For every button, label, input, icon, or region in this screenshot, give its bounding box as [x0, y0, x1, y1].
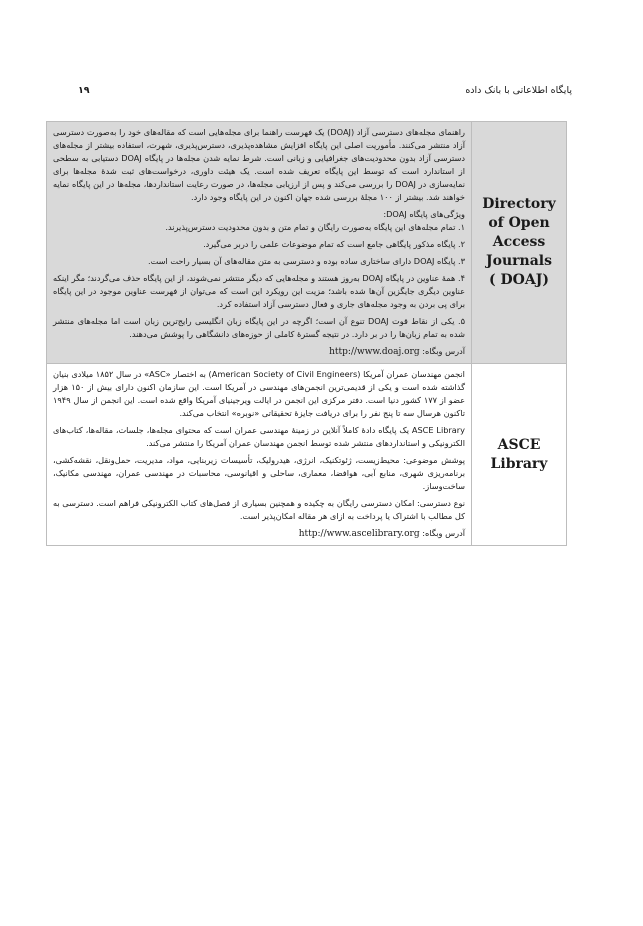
databases-table [46, 121, 567, 546]
table-row-doaj [47, 122, 567, 364]
feature-item: ۱. تمام مجله‌های این پایگاه به‌صورت رایگان و تمام متن و بدون محدودیت دسترس‌پذیرند. [165, 222, 465, 232]
name-line: Access [492, 234, 546, 250]
feature-item: ۲. پایگاه مذکور پایگاهی جامع است که تمام موضوعات علمی را دربر می‌گیرد. [203, 239, 465, 249]
body-paragraph: ASCE Library یک پایگاه دادهٔ کاملاً آنلاین در زمینهٔ مهندسی عمران است که محتوای مجله‌ها، جلسات، مقاله‌ها، کتاب‌های الکترونیکی و استانداردهای منتشر شده توسط انجمن مهندسان عمران آمریکا را منتشر می‌کند. [53, 425, 466, 448]
address-label: آدرس وبگاه: [422, 346, 465, 356]
name-line: Library [490, 455, 548, 472]
header-title: پایگاه اطلاعاتی با بانک داده [465, 85, 572, 96]
features-title: ویژگی‌های پایگاه DOAJ: [383, 209, 465, 219]
website-link[interactable]: http://www.ascelibrary.org [298, 529, 420, 539]
website-link[interactable]: http://www.doaj.org [329, 347, 420, 357]
address-label: آدرس وبگاه: [422, 528, 465, 538]
database-name-doaj [472, 122, 567, 364]
name-line: ASCE [497, 436, 541, 453]
intro-paragraph: راهنمای مجله‌های دسترسی آزاد (DOAJ) یک فهرست راهنما برای مجله‌هایی است که مقاله‌های خود را به‌صورت دسترسی آزاد منتشر می‌کنند. مأموریت اصلی این پایگاه افزایش مشاهده‌پذیری، دسترس‌پذیری، شهرت، استفاده بیشتر از مجله‌های دسترسی آزاد بدون محدودیت‌های جغرافیایی و زبانی است. شرط نمایه شدن مجله‌ها در پایگاه DOAJ دستیابی به سطحی از استاندارد است که توسط این پایگاه تعریف شده است. یک هیئت داوری، درخواست‌های ثبت شدهٔ مجله‌ها برای نمایه‌سازی در DOAJ را بررسی می‌کند و پس از ارزیابی مجله‌ها، در صورت رعایت استانداردها، مجله‌ها در این پایگاه نمایه خواهند شد. بیشتر از ۱۰۰ مجلهٔ بررسی شده جهان اکنون در این پایگاه وجود دارد. [53, 127, 465, 202]
name-line: ( DOAJ) [489, 272, 549, 288]
name-line: of Open [488, 215, 550, 231]
feature-item: ۵. یکی از نقاط قوت DOAJ تنوع آن است؛ اگرچه در این پایگاه زبان انگلیسی رایج‌ترین زبان است اما مجله‌های منتشر شده به تمام زبان‌ها را در بر دارد. در نتیجه گسترهٔ کاملی از حوزه‌های دانشگاهی را پوشش می‌دهند. [53, 316, 465, 339]
database-description-doaj [47, 122, 472, 364]
name-line: Directory [482, 196, 556, 212]
table-row-asce [47, 364, 567, 546]
address-line [53, 527, 465, 541]
body-paragraph: انجمن مهندسان عمران آمریکا (American Society of Civil Engineers) به اختصار «ASC» در سال ۱۸۵۲ میلادی بنیان گذاشته شده است و یکی از قدیمی‌ترین انجمن‌های مهندسی در آمریکا است. این سازمان اکنون دارای بیش از ۱۵۰ هزار عضو از ۱۷۷ کشور دنیا است. دفتر مرکزی این انجمن در ایالت ویرجینیای آمریکا واقع شده است. این انجمن از سال ۱۹۴۹ تاکنون هرسال سه تا پنج نفر را برای دریافت جایزهٔ تحقیقاتی «نوبره» انتخاب می‌کند. [53, 369, 466, 418]
name-line: Journals [486, 253, 552, 269]
database-name-asce [472, 364, 567, 546]
running-header [78, 85, 572, 103]
address-line [53, 345, 465, 359]
feature-item: ۳. پایگاه DOAJ دارای ساختاری ساده بوده و دسترسی به متن مقاله‌های آن بسیار راحت است. [148, 256, 465, 266]
feature-item: ۴. همهٔ عناوین در پایگاه DOAJ به‌روز هستند و مجله‌هایی که دیگر منتشر نمی‌شوند، از این پایگاه حذف می‌گردند؛ مگر اینکه عناوین دیگری جایگزین آن‌ها شده باشد؛ مزیت این رویکرد این است که می‌توان از فهرست عناوین موجود در این پایگاه برای پی بردن به وجود مجله‌های جاری و فعال دسترسی آزاد استفاده کرد. [53, 273, 465, 309]
page-number: ۱۹ [78, 85, 90, 96]
database-description-asce [47, 364, 472, 546]
body-paragraph: نوع دسترسی: امکان دسترسی رایگان به چکیده و همچنین بسیاری از فصل‌های کتاب الکترونیکی فراهم است. دسترسی به کل مطالب با اشتراک یا پرداخت به ازای هر مقاله امکان‌پذیر است. [53, 498, 465, 521]
body-paragraph: پوشش موضوعی: محیط‌زیست، ژئوتکنیک، انرژی، هیدرولیک، تأسیسات زیربنایی، مواد، مدیریت، حمل‌ونقل، نقشه‌کشی، برنامه‌ریزی شهری، منابع آبی، هوافضا، معماری، ساحلی و اقیانوسی، محاسبات در مهندسی عمران، مهندسی مکانیک، ساخت‌وساز. [53, 455, 465, 491]
